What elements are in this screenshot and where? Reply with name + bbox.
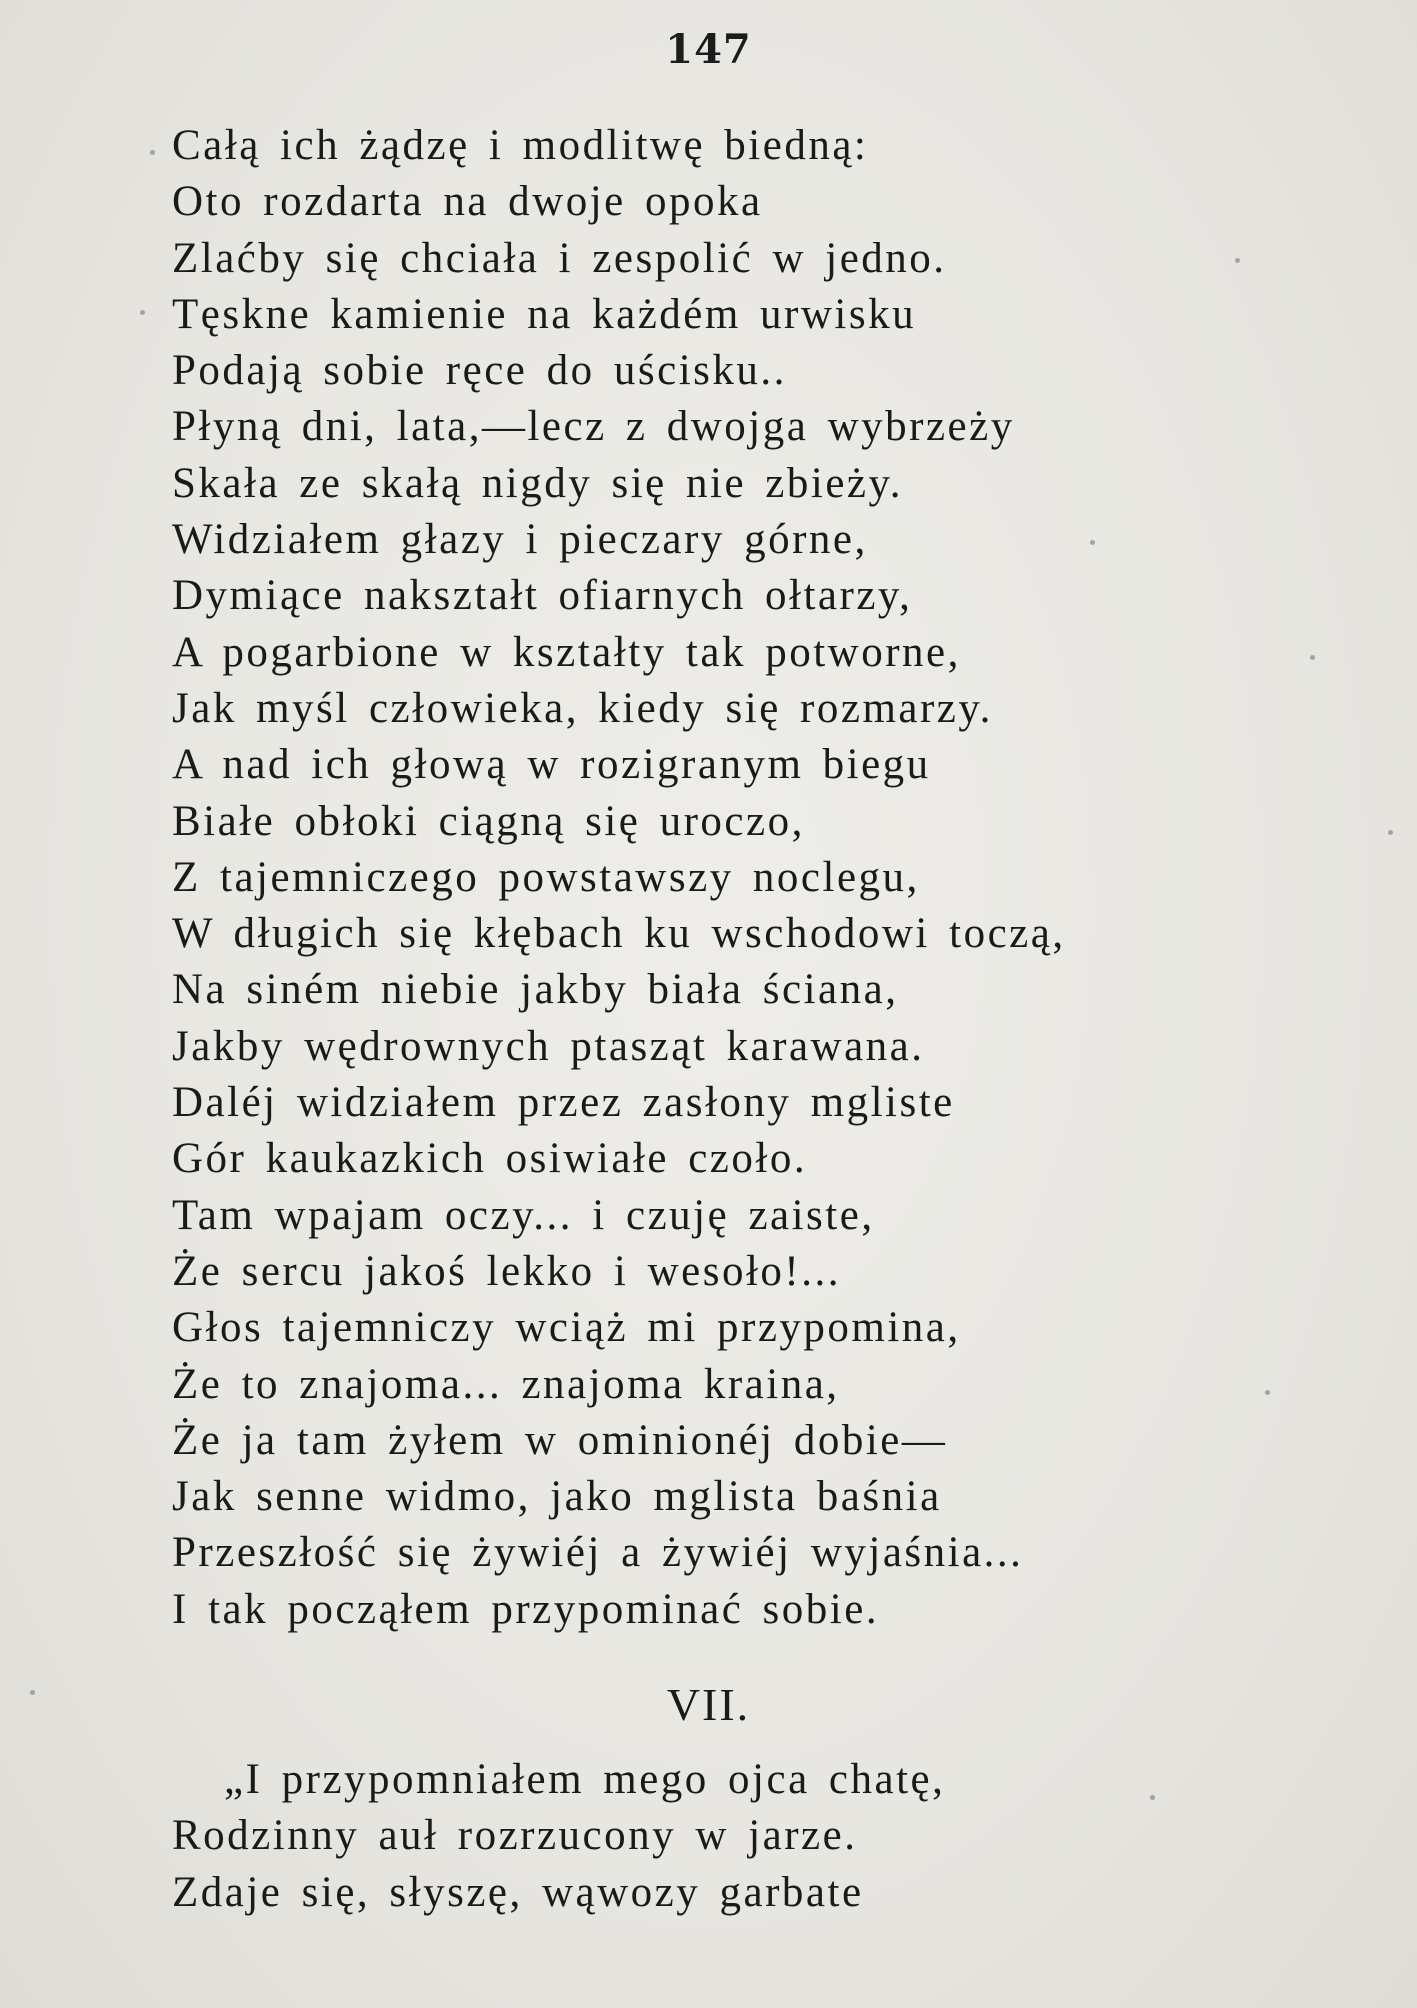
verse-line: Oto rozdarta na dwoje opoka [172,178,763,226]
paper-speck [1388,830,1393,835]
section-heading: VII. [666,1679,751,1730]
paper-speck [140,310,145,315]
verse-line: Tam wpajam oczy... i czuję zaiste, [172,1191,875,1239]
verse-line: Jak senne widmo, jako mglista baśnia [172,1473,942,1521]
verse-line: W długich się kłębach ku wschodowi toczą, [172,910,1066,958]
verse-line: Zdaje się, słyszę, wąwozy garbate [172,1868,864,1916]
verse-line: Z tajemniczego powstawszy noclegu, [172,853,920,901]
paper-speck [1265,1390,1270,1395]
verse-line: „I przypomniałem mego ojca chatę, [224,1756,946,1803]
verse-line: Dymiące nakształt ofiarnych ołtarzy, [172,572,913,620]
verse-stanza-2 [172,1752,1372,1921]
verse-line: Podają sobie ręce do uścisku.. [172,347,787,395]
verse-line: Jak myśl człowieka, kiedy się rozmarzy. [172,684,993,732]
verse-line: Rodzinny auł rozrzucony w jarze. [172,1812,858,1860]
verse-line: Głos tajemniczy wciąż mi przypomina, [172,1304,961,1352]
paper-speck [1150,1795,1155,1800]
verse-line: Jakby wędrownych ptasząt karawana. [172,1022,925,1070]
verse-line: A pogarbione w kształty tak potworne, [172,628,961,676]
verse-line: Białe obłoki ciągną się uroczo, [172,797,805,845]
paper-speck [1310,655,1315,660]
verse-line: Całą ich żądzę i modlitwę biedną: [172,122,869,169]
verse-line: Że to znajoma... znajoma kraina, [172,1360,840,1408]
verse-line: Że ja tam żyłem w ominionéj dobie— [172,1416,948,1464]
verse-line: Skała ze skałą nigdy się nie zbieży. [172,459,903,507]
verse-line: Płyną dni, lata,—lecz z dwojga wybrzeży [172,403,1015,451]
verse-line: Tęskne kamienie na każdém urwisku [172,290,917,338]
verse-line: I tak począłem przypominać sobie. [172,1585,880,1633]
verse-line: Zlaćby się chciała i zespolić w jedno. [172,234,947,282]
verse-line: Przeszłość się żywiéj a żywiéj wyjaśnia... [172,1529,1024,1577]
verse-line: Widziałem głazy i pieczary górne, [172,516,868,564]
paper-speck [150,150,155,155]
paper-speck [30,1690,35,1695]
paper-speck [1235,258,1240,263]
verse-line: Daléj widziałem przez zasłony mgliste [172,1079,955,1127]
verse-stanza [172,118,1372,1638]
verse-line: Że sercu jakoś lekko i wesoło!... [172,1247,841,1295]
verse-line: A nad ich głową w rozigranym biegu [172,741,931,789]
verse-line: Na siném niebie jakby biała ściana, [172,966,899,1014]
verse-line: Gór kaukazkich osiwiałe czoło. [172,1135,808,1183]
paper-speck [1090,540,1095,545]
page-number: 147 [665,26,752,73]
